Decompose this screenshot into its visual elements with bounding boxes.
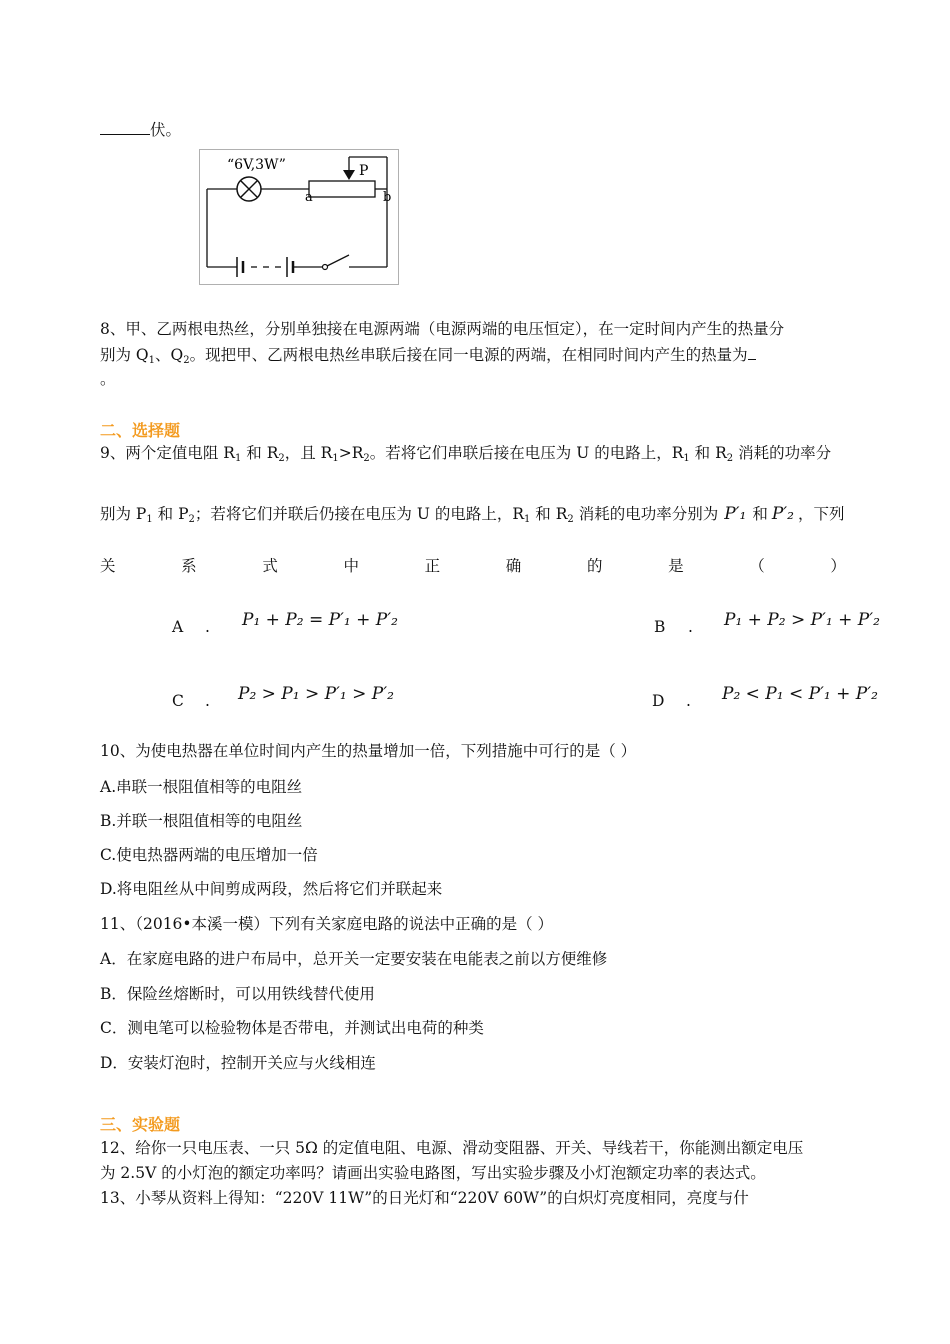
q10-option-a[interactable]: A.串联一根阻值相等的电阻丝 <box>100 778 303 796</box>
q8-sub: 1 <box>148 355 156 366</box>
section-heading-experiment: 三、实验题 <box>100 1115 181 1134</box>
q11-option-a[interactable]: A．在家庭电路的进户布局中，总开关一定要安装在电能表之前以方便维修 <box>100 950 608 968</box>
q9-option-b-formula: P₁ + P₂ > P′₁ + P′₂ <box>724 610 880 630</box>
q9-option-b-letter[interactable]: B <box>654 618 666 636</box>
answer-blank <box>748 345 756 360</box>
q8-sub: 2 <box>183 355 190 366</box>
q8-text: 。现把甲、乙两根电热丝串联后接在同一电源的两端，在相同时间内产生的热量为 <box>189 346 748 364</box>
q9-line1: 9、两个定值电阻 $R_1$ 和 $R_2$，且 $R_1>R_2$。若将它们串联后接在电压为 U 的电路上，$R_1$ 和 $R_2$ 消耗的功率分 <box>100 444 832 464</box>
q8-line3: 。 <box>100 370 116 388</box>
answer-blank <box>100 120 150 135</box>
circuit-svg <box>199 149 399 285</box>
q9-option-c-letter[interactable]: C <box>172 692 184 710</box>
q11-option-b[interactable]: B．保险丝熔断时，可以用铁线替代使用 <box>100 985 375 1003</box>
circuit-diagram <box>199 149 399 285</box>
q9-line3: 关 系 式 中 正 确 的 是 （ ） <box>100 557 846 575</box>
q10-option-c[interactable]: C.使电热器两端的电压增加一倍 <box>100 846 318 864</box>
q7-answer-line <box>100 120 181 140</box>
q12-line2: 为 2.5V 的小灯泡的额定功率吗？请画出实验电路图，写出实验步骤及小灯泡额定功率的表达式。 <box>100 1164 766 1182</box>
bulb-label: “6V,3W” <box>227 157 286 173</box>
q10-option-d[interactable]: D.将电阻丝从中间剪成两段，然后将它们并联起来 <box>100 880 443 898</box>
q9-option-c-formula: P₂ > P₁ > P′₁ > P′₂ <box>238 684 394 704</box>
q11-option-d[interactable]: D．安装灯泡时，控制开关应与火线相连 <box>100 1054 376 1072</box>
q7-suffix: 伏。 <box>150 121 182 139</box>
q12-line1: 12、给你一只电压表、一只 5Ω 的定值电阻、电源、滑动变阻器、开关、导线若干，你能测出额定电压 <box>100 1139 804 1157</box>
q9-option-d-formula: P₂ < P₁ < P′₁ + P′₂ <box>722 684 878 704</box>
q10-option-b[interactable]: B.并联一根阻值相等的电阻丝 <box>100 812 303 830</box>
q8-text: 、Q <box>155 346 184 364</box>
section-heading-choice: 二、选择题 <box>100 421 181 440</box>
q10-stem: 10、为使电热器在单位时间内产生的热量增加一倍，下列措施中可行的是（ ） <box>100 742 637 760</box>
q8-text: 别为 Q <box>100 346 149 364</box>
switch-icon <box>323 265 328 270</box>
q11-stem: 11、（2016•本溪一模）下列有关家庭电路的说法中正确的是（ ） <box>100 915 553 933</box>
rheostat-icon <box>309 181 375 197</box>
q8-line1: 8、甲、乙两根电热丝，分别单独接在电源两端（电源两端的电压恒定），在一定时间内产生的热量分 <box>100 320 785 338</box>
q8-line2 <box>100 345 756 365</box>
slider-label: P <box>359 163 369 179</box>
q9-option-d-letter[interactable]: D <box>652 692 665 710</box>
q13-line1: 13、小琴从资料上得知：“220V 11W”的日光灯和“220V 60W”的白炽灯亮度相同，亮度与什 <box>100 1189 749 1207</box>
p1-prime: P′₁ <box>724 504 747 524</box>
q9-line2: 别为 $P_1$ 和 $P_2$；若将它们并联后仍接在电压为 U 的电路上，$R_1$ 和 $R_2$ 消耗的电功率分别为 P′₁ 和 P′₂ ，下列 <box>100 504 845 525</box>
q11-option-c[interactable]: C．测电笔可以检验物体是否带电，并测试出电荷的种类 <box>100 1019 484 1037</box>
q9-option-a-formula: P₁ + P₂ = P′₁ + P′₂ <box>242 610 398 630</box>
rheostat-end-a: a <box>305 190 313 205</box>
p2-prime: P′₂ <box>771 504 794 524</box>
rheostat-end-b: b <box>383 190 392 205</box>
q9-option-a-letter[interactable]: A <box>172 618 184 636</box>
